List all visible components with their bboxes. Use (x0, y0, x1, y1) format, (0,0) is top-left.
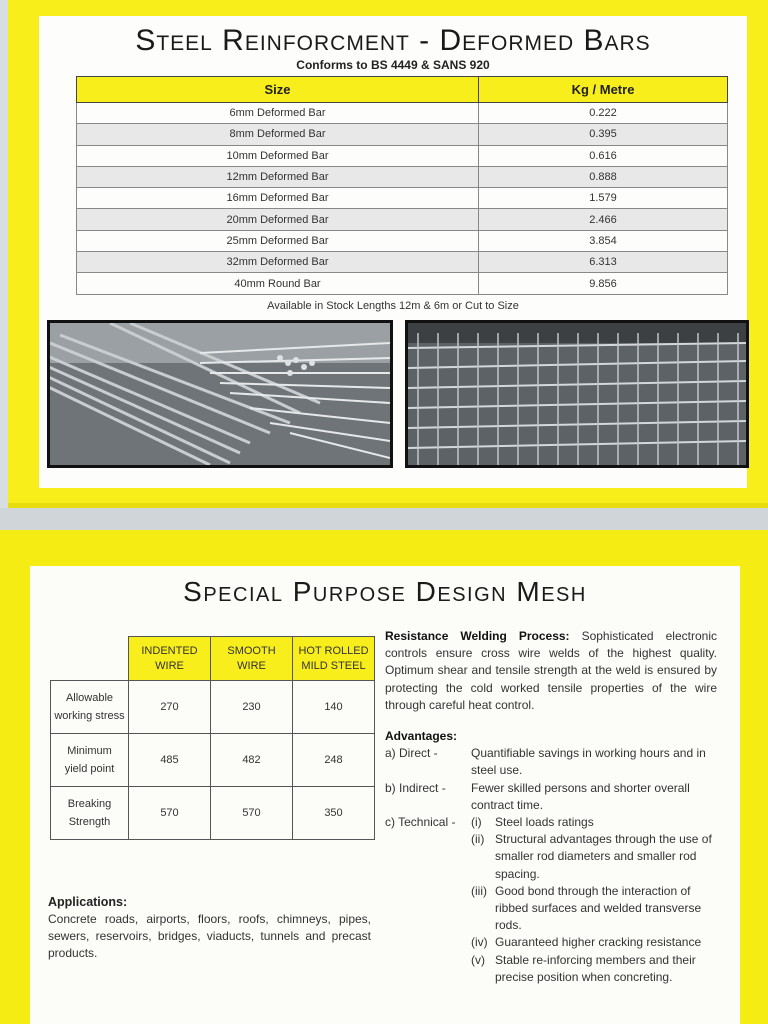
advantage-item (385, 814, 717, 831)
subitem-text: Guaranteed higher cracking resistance (495, 935, 702, 950)
weight-cell: 0.222 (479, 103, 728, 124)
size-cell: 40mm Round Bar (77, 273, 479, 294)
header-line: MILD STEEL (301, 659, 366, 672)
weight-cell: 6.313 (479, 252, 728, 273)
label-line: yield point (64, 763, 115, 775)
design-mesh-title: Special Purpose Design Mesh (183, 576, 587, 607)
size-cell: 32mm Deformed Bar (77, 252, 479, 273)
header-line: WIRE (237, 659, 266, 672)
mesh-cages-photo (405, 320, 749, 468)
advantage-label: a) Direct - (385, 746, 438, 761)
table-header-row (77, 77, 728, 103)
header-line: SMOOTH (227, 644, 276, 657)
subitem-text: Good bond through the interaction of ribbed surfaces and welded transverse rods. (495, 883, 702, 933)
table-row (77, 166, 728, 187)
hot-rolled-mild-steel-header (293, 637, 375, 681)
weight-header: Kg / Metre (479, 77, 728, 103)
advantage-text: Quantifiable savings in working hours and in steel use. (471, 746, 706, 778)
table-row (51, 681, 375, 734)
advantages-heading: Advantages: (385, 729, 458, 744)
smooth-wire-header (211, 637, 293, 681)
deformed-bars-panel (39, 16, 747, 488)
mesh-properties-table (50, 636, 375, 840)
table-row (77, 188, 728, 209)
technical-subitem (471, 952, 717, 986)
process-advantages-section (385, 628, 717, 986)
subitem-number: (iv) (471, 935, 488, 950)
weight-cell: 9.856 (479, 273, 728, 294)
indented-wire-header (129, 637, 211, 681)
table-row (77, 145, 728, 166)
blank-corner-cell (51, 637, 129, 681)
subitem-number: (iii) (471, 883, 487, 898)
table-row (77, 124, 728, 145)
background-strip (0, 508, 768, 532)
applications-section (48, 894, 371, 962)
row-label-working-stress (51, 681, 129, 734)
advantage-label: c) Technical - (385, 815, 456, 830)
technical-subitem (471, 814, 717, 831)
header-line: WIRE (155, 659, 184, 672)
table-row (77, 209, 728, 230)
standards-subtitle: Conforms to BS 4449 & SANS 920 (296, 58, 490, 72)
applications-text: Concrete roads, airports, floors, roofs, chimneys, pipes, sewers, reservoirs, bridges, viaducts, tunnels and precast products. (48, 912, 371, 960)
table-row (51, 787, 375, 840)
resistance-welding-heading: Resistance Welding Process: (385, 629, 570, 643)
label-line: Allowable (65, 692, 114, 704)
stock-lengths-note: Available in Stock Lengths 12m & 6m or Cut to Size (267, 300, 519, 312)
deformed-bars-card (8, 0, 768, 505)
value-cell: 350 (293, 787, 375, 840)
resistance-welding-paragraph (385, 628, 717, 714)
value-cell: 570 (129, 787, 211, 840)
value-cell: 570 (211, 787, 293, 840)
value-cell: 140 (293, 681, 375, 734)
weight-cell: 0.888 (479, 166, 728, 187)
label-line: Strength (68, 816, 111, 828)
subitem-number: (i) (471, 815, 482, 830)
technical-subitem (471, 883, 717, 935)
value-cell: 270 (129, 681, 211, 734)
weight-cell: 0.616 (479, 145, 728, 166)
technical-subitem (471, 831, 717, 883)
row-label-yield-point (51, 734, 129, 787)
deformed-bars-title: Steel Reinforcment - Deformed Bars (135, 24, 651, 57)
header-line: INDENTED (141, 644, 198, 657)
size-cell: 25mm Deformed Bar (77, 230, 479, 251)
applications-heading: Applications: (48, 895, 128, 909)
advantage-item (385, 745, 717, 779)
bar-weight-table (76, 76, 728, 295)
table-row (77, 103, 728, 124)
value-cell: 230 (211, 681, 293, 734)
advantage-label: b) Indirect - (385, 780, 446, 795)
size-cell: 12mm Deformed Bar (77, 166, 479, 187)
value-cell: 482 (211, 734, 293, 787)
weight-cell: 3.854 (479, 230, 728, 251)
label-line: working stress (54, 710, 125, 722)
subitem-number: (v) (471, 952, 485, 967)
subitem-text: Steel loads ratings (495, 815, 594, 830)
resistance-welding-text: Sophisticated electronic controls ensure cross wire welds of the highest quality. Optimum shear and tensile strength at the weld is ensured by protecting the cold worked tensile properties of the wire through careful heat control. (385, 629, 717, 712)
size-cell: 10mm Deformed Bar (77, 145, 479, 166)
value-cell: 485 (129, 734, 211, 787)
weight-cell: 0.395 (479, 124, 728, 145)
weight-cell: 2.466 (479, 209, 728, 230)
subitem-number: (ii) (471, 832, 485, 847)
weight-cell: 1.579 (479, 188, 728, 209)
size-header: Size (77, 77, 479, 103)
size-cell: 6mm Deformed Bar (77, 103, 479, 124)
header-line: HOT ROLLED (298, 644, 369, 657)
design-mesh-panel (30, 566, 740, 1024)
table-row (77, 273, 728, 294)
value-cell: 248 (293, 734, 375, 787)
size-cell: 8mm Deformed Bar (77, 124, 479, 145)
table-row (77, 252, 728, 273)
table-row (51, 734, 375, 787)
size-cell: 16mm Deformed Bar (77, 188, 479, 209)
rebar-bundle-photo (47, 320, 393, 468)
table-row (77, 230, 728, 251)
table-header-row (51, 637, 375, 681)
label-line: Minimum (67, 745, 112, 757)
size-cell: 20mm Deformed Bar (77, 209, 479, 230)
advantage-item (385, 780, 717, 814)
design-mesh-card (0, 530, 768, 1024)
advantage-text: Fewer skilled persons and shorter overall contract time. (471, 780, 690, 812)
subitem-text: Stable re-inforcing members and their precise position when concreting. (495, 952, 696, 984)
technical-subitem (471, 934, 717, 951)
subitem-text: Structural advantages through the use of smaller rod diameters and smaller rod spacing. (495, 832, 712, 881)
label-line: Breaking (67, 798, 112, 810)
row-label-breaking-strength (51, 787, 129, 840)
